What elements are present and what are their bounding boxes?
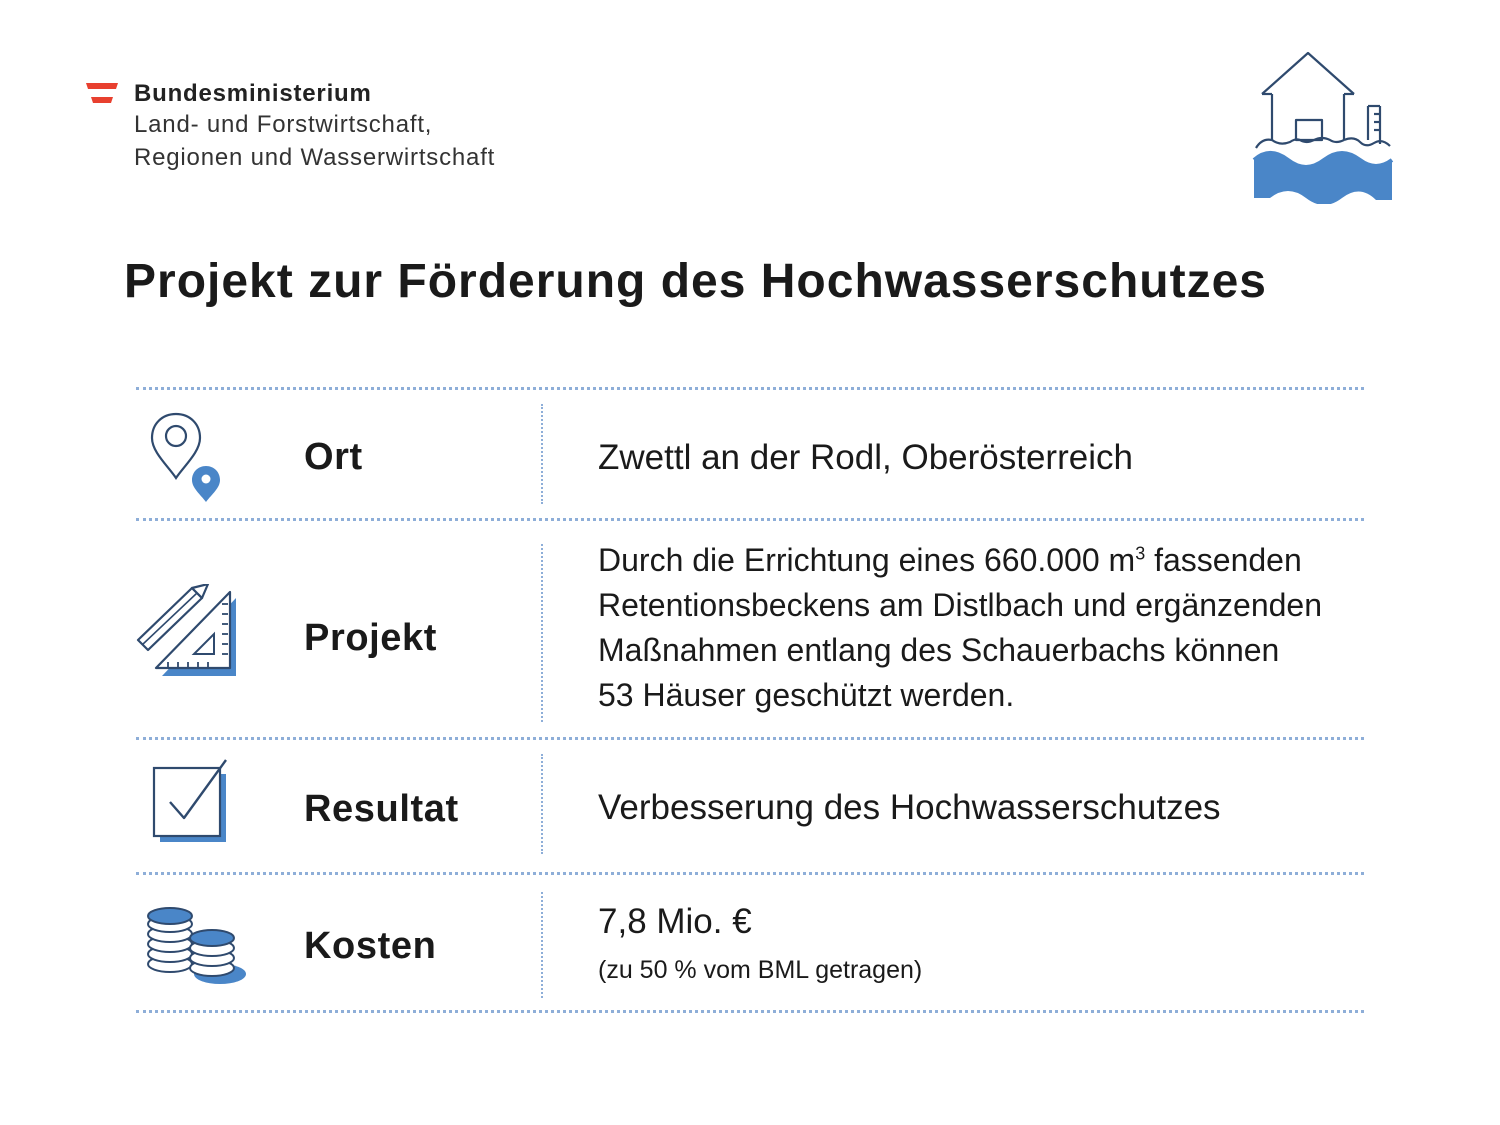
cost-amount: 7,8 Mio. € [598, 902, 752, 941]
ministry-name [134, 80, 495, 174]
projekt-text-line: Maßnahmen entlang des Schauerbachs können [598, 632, 1280, 668]
divider-2 [136, 737, 1364, 740]
divider-top [136, 387, 1364, 390]
column-divider [541, 544, 543, 722]
row-label-resultat: Resultat [304, 788, 459, 830]
projekt-text-part: Durch die Errichtung eines 660.000 m [598, 542, 1136, 578]
column-divider [541, 404, 543, 504]
ministry-line-1: Bundesministerium [134, 80, 372, 107]
projekt-text-line: Retentionsbeckens am Distlbach und ergänzenden [598, 587, 1323, 623]
row-label-kosten: Kosten [304, 925, 437, 967]
page-title: Projekt zur Förderung des Hochwasserschutzes [124, 255, 1267, 308]
projekt-text-line [598, 538, 1322, 583]
austria-flag-icon [86, 83, 118, 103]
flood-house-icon [1250, 48, 1396, 204]
row-label-projekt: Projekt [304, 617, 438, 659]
row-value-kosten [598, 902, 922, 985]
divider-3 [136, 872, 1364, 875]
divider-1 [136, 518, 1364, 521]
column-divider [541, 754, 543, 854]
checkbox-icon [150, 758, 232, 846]
row-value-projekt [598, 538, 1322, 718]
coins-icon [144, 904, 248, 988]
ministry-line-3: Regionen und Wasserwirtschaft [134, 144, 496, 171]
divider-bottom [136, 1010, 1364, 1013]
row-value-ort: Zwettl an der Rodl, Oberösterreich [598, 438, 1133, 477]
ruler-pencil-icon [136, 584, 240, 678]
projekt-text-line: 53 Häuser geschützt werden. [598, 677, 1015, 713]
column-divider [541, 892, 543, 998]
location-pin-icon [148, 412, 224, 504]
row-value-resultat: Verbesserung des Hochwasserschutzes [598, 788, 1221, 827]
ministry-line-2: Land- und Forstwirtschaft, [134, 111, 433, 138]
cubic-superscript: 3 [1135, 543, 1146, 564]
row-label-ort: Ort [304, 436, 363, 478]
cost-note: (zu 50 % vom BML getragen) [598, 956, 923, 984]
projekt-text-part: fassenden [1145, 542, 1302, 578]
